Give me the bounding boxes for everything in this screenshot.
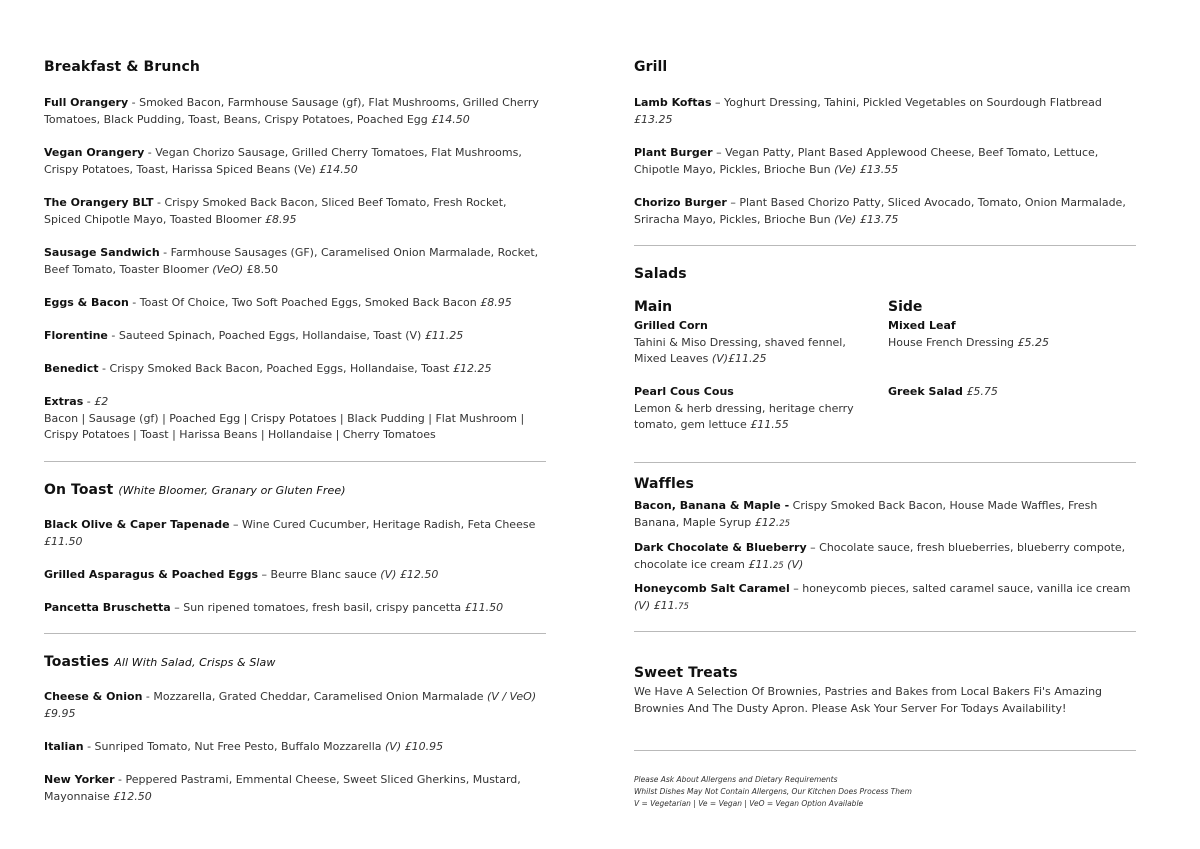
menu-item: Eggs & Bacon - Toast Of Choice, Two Soft Poached Eggs, Smoked Back Bacon £8.95 bbox=[44, 296, 512, 309]
sweet-treats-heading: Sweet Treats bbox=[634, 665, 738, 681]
menu-item: Italian - Sunriped Tomato, Nut Free Pesto, Buffalo Mozzarella (V) £10.95 bbox=[44, 740, 444, 753]
allergen-footer bbox=[634, 774, 1136, 810]
menu-item: Mixed Leaf House French Dressing £5.25 bbox=[888, 319, 1050, 349]
menu-item: The Orangery BLT - Crispy Smoked Back Bacon, Sliced Beef Tomato, Fresh Rocket, Spiced Chipotle Mayo, Toasted Bloomer £8.95 bbox=[44, 196, 507, 226]
toasties-heading: Toasties All With Salad, Crisps & Slaw bbox=[44, 654, 276, 670]
extras-item: Extras - £2 Bacon | Sausage (gf) | Poached Egg | Crispy Potatoes | Black Pudding | Flat Mushroom | Crispy Potatoes | Toast | Harissa Beans | Hollandaise | Cherry Tomatoes bbox=[44, 395, 525, 441]
menu-item: Benedict - Crispy Smoked Back Bacon, Poached Eggs, Hollandaise, Toast £12.25 bbox=[44, 362, 492, 375]
waffles-heading: Waffles bbox=[634, 476, 694, 492]
menu-item: Dark Chocolate & Blueberry – Chocolate sauce, fresh blueberries, blueberry compote, chocolate ice cream £11.25 (V) bbox=[634, 541, 1126, 571]
menu-item: Sausage Sandwich - Farmhouse Sausages (GF), Caramelised Onion Marmalade, Rocket, Beef Tomato, Toaster Bloomer (VeO) £8.50 bbox=[44, 246, 539, 276]
footer-line: V = Vegetarian | Ve = Vegan | VeO = Vegan Option Available bbox=[634, 799, 864, 808]
salads-side-heading: Side bbox=[888, 299, 923, 315]
grill-heading: Grill bbox=[634, 59, 668, 75]
section-divider bbox=[44, 461, 546, 462]
menu-item: Greek Salad £5.75 bbox=[888, 385, 998, 398]
menu-item: Grilled Corn Tahini & Miso Dressing, shaved fennel, Mixed Leaves (V)£11.25 bbox=[634, 319, 846, 365]
footer-line: Please Ask About Allergens and Dietary Requirements bbox=[634, 775, 838, 784]
on-toast-heading: On Toast (White Bloomer, Granary or Gluten Free) bbox=[44, 482, 346, 498]
menu-item: Plant Burger – Vegan Patty, Plant Based Applewood Cheese, Beef Tomato, Lettuce, Chipotle Mayo, Pickles, Brioche Bun (Ve) £13.55 bbox=[634, 146, 1099, 176]
menu-item: Cheese & Onion - Mozzarella, Grated Cheddar, Caramelised Onion Marmalade (V / VeO) £9.95 bbox=[44, 690, 537, 720]
section-divider bbox=[634, 631, 1136, 632]
section-divider bbox=[634, 462, 1136, 463]
sweet-treats-text: We Have A Selection Of Brownies, Pastries and Bakes from Local Bakers Fi's Amazing Brownies And The Dusty Apron. Please Ask Your Server For Todays Availability! bbox=[634, 685, 1103, 715]
extras-list: Bacon | Sausage (gf) | Poached Egg | Crispy Potatoes | Black Pudding | Flat Mushroom | Crispy Potatoes | Toast | Harissa Beans | Hollandaise | Cherry Tomatoes bbox=[44, 411, 525, 441]
menu-item: Full Orangery - Smoked Bacon, Farmhouse Sausage (gf), Flat Mushrooms, Grilled Cherry Tomatoes, Black Pudding, Toast, Beans, Crispy Potatoes, Poached Egg £14.50 bbox=[44, 96, 539, 126]
menu-item: Grilled Asparagus & Poached Eggs – Beurre Blanc sauce (V) £12.50 bbox=[44, 568, 439, 581]
salads-main-heading: Main bbox=[634, 299, 673, 315]
salads-heading: Salads bbox=[634, 266, 687, 282]
menu-item: Florentine - Sauteed Spinach, Poached Eggs, Hollandaise, Toast (V) £11.25 bbox=[44, 329, 464, 342]
footer-line: Whilst Dishes May Not Contain Allergens, Our Kitchen Does Process Them bbox=[634, 787, 912, 796]
section-divider bbox=[44, 633, 546, 634]
menu-item: Black Olive & Caper Tapenade – Wine Cured Cucumber, Heritage Radish, Feta Cheese £11.50 bbox=[44, 518, 536, 548]
section-divider bbox=[634, 750, 1136, 751]
menu-item: Honeycomb Salt Caramel – honeycomb pieces, salted caramel sauce, vanilla ice cream (V) £11.75 bbox=[634, 582, 1131, 612]
menu-item: Lamb Koftas – Yoghurt Dressing, Tahini, Pickled Vegetables on Sourdough Flatbread £13.25 bbox=[634, 96, 1102, 126]
menu-item: Bacon, Banana & Maple - Crispy Smoked Back Bacon, House Made Waffles, Fresh Banana, Maple Syrup £12.25 bbox=[634, 499, 1098, 529]
menu-item: Pearl Cous Cous Lemon & herb dressing, heritage cherry tomato, gem lettuce £11.55 bbox=[634, 385, 854, 431]
menu-item: New Yorker - Peppered Pastrami, Emmental Cheese, Sweet Sliced Gherkins, Mustard, Mayonnaise £12.50 bbox=[44, 773, 521, 803]
menu-item: Vegan Orangery - Vegan Chorizo Sausage, Grilled Cherry Tomatoes, Flat Mushrooms, Crispy Potatoes, Toast, Harissa Spiced Beans (Ve) £14.50 bbox=[44, 146, 522, 176]
section-divider bbox=[634, 245, 1136, 246]
menu-item: Pancetta Bruschetta – Sun ripened tomatoes, fresh basil, crispy pancetta £11.50 bbox=[44, 601, 504, 614]
breakfast-heading: Breakfast & Brunch bbox=[44, 59, 200, 75]
menu-item: Chorizo Burger – Plant Based Chorizo Patty, Sliced Avocado, Tomato, Onion Marmalade, Sriracha Mayo, Pickles, Brioche Bun (Ve) £13.75 bbox=[634, 196, 1126, 226]
